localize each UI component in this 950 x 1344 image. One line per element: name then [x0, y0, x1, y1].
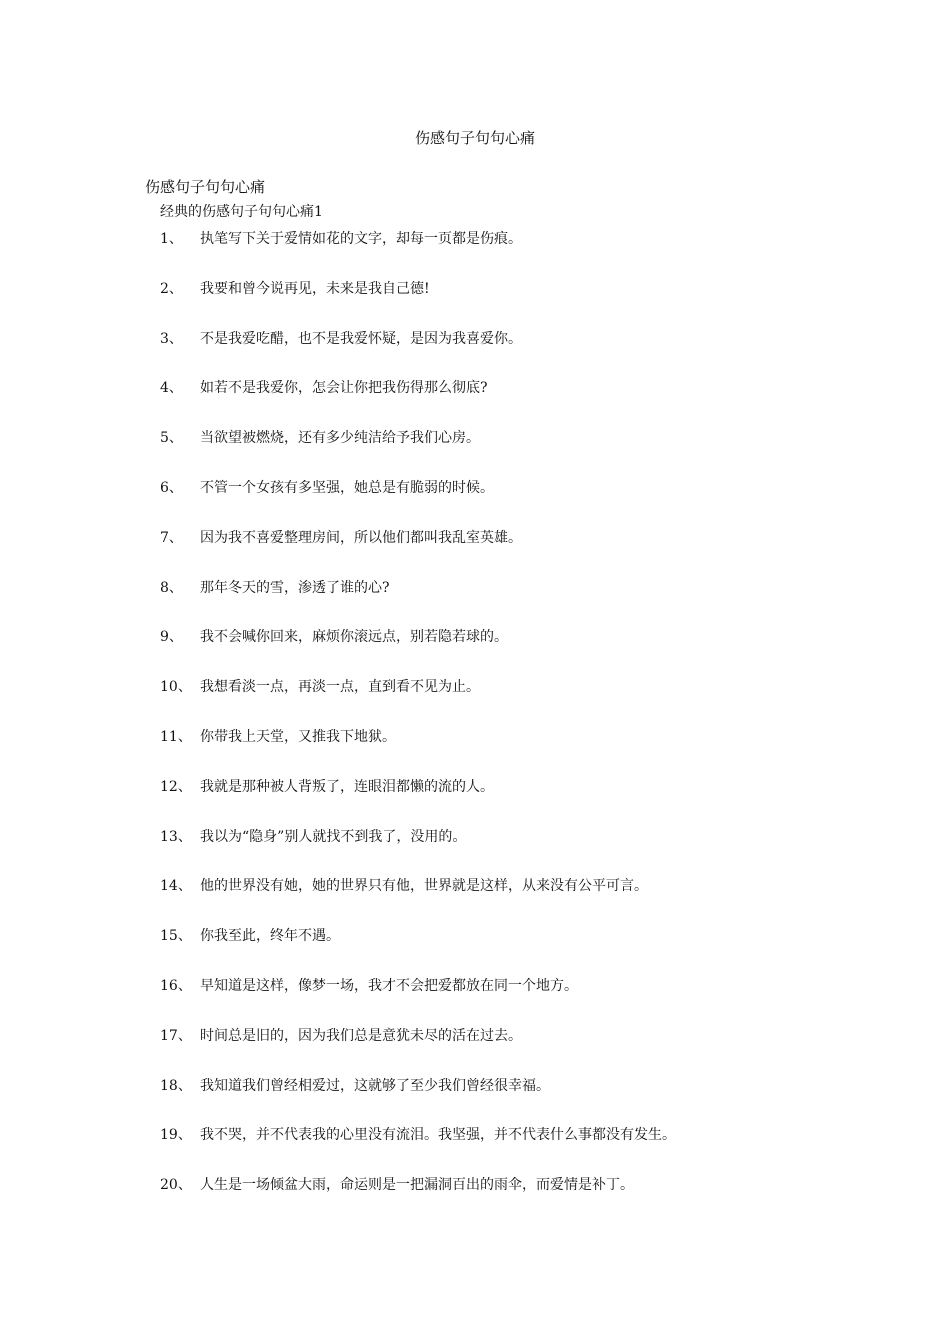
list-item-text: 如若不是我爱你，怎会让你把我伤得那么彻底?: [200, 380, 488, 397]
list-item-number: 8、: [160, 579, 183, 596]
list-item: [160, 527, 676, 577]
list-item-number: 10、: [160, 679, 192, 696]
list-item-text: 你我至此，终年不遇。: [200, 928, 340, 945]
sentence-list: [160, 228, 676, 1224]
list-item: [160, 975, 676, 1025]
list-item: [160, 377, 676, 427]
list-item-text: 我不会喊你回来，麻烦你滚远点，别若隐若球的。: [200, 629, 508, 646]
list-item-number: 20、: [160, 1177, 192, 1194]
list-item-number: 2、: [160, 280, 183, 297]
list-item: [160, 577, 676, 627]
list-item-text: 那年冬天的雪，渗透了谁的心?: [200, 579, 390, 596]
list-item-number: 18、: [160, 1077, 192, 1094]
list-item: [160, 676, 676, 726]
list-item-number: 19、: [160, 1127, 192, 1144]
list-item: [160, 477, 676, 527]
list-item-number: 3、: [160, 330, 183, 347]
list-item: [160, 1025, 676, 1075]
list-item-text: 因为我不喜爱整理房间，所以他们都叫我乱室英雄。: [200, 529, 522, 546]
list-item: [160, 427, 676, 477]
list-item-text: 时间总是旧的，因为我们总是意犹未尽的活在过去。: [200, 1027, 522, 1044]
list-item-number: 7、: [160, 529, 183, 546]
list-item: [160, 626, 676, 676]
list-item: [160, 726, 676, 776]
list-item-text: 我以为“隐身”别人就找不到我了，没用的。: [200, 828, 467, 845]
list-item: [160, 1075, 676, 1125]
list-item: [160, 776, 676, 826]
list-item-text: 我要和曾今说再见，未来是我自己德!: [200, 280, 430, 297]
list-item-number: 9、: [160, 629, 183, 646]
list-item-text: 早知道是这样，像梦一场，我才不会把爱都放在同一个地方。: [200, 977, 578, 994]
list-item: [160, 228, 676, 278]
list-item: [160, 875, 676, 925]
list-item-text: 当欲望被燃烧，还有多少纯洁给予我们心房。: [200, 430, 480, 447]
list-item-number: 16、: [160, 977, 192, 994]
list-item-text: 我知道我们曾经相爱过，这就够了至少我们曾经很幸福。: [200, 1077, 550, 1094]
list-item: [160, 1124, 676, 1174]
document-title: 伤感句子句句心痛: [414, 129, 535, 147]
list-item-text: 我不哭，并不代表我的心里没有流泪。我坚强，并不代表什么事都没有发生。: [200, 1127, 676, 1144]
list-item-text: 我想看淡一点，再淡一点，直到看不见为止。: [200, 679, 480, 696]
list-item-number: 13、: [160, 828, 192, 845]
list-item-text: 他的世界没有她，她的世界只有他，世界就是这样，从来没有公平可言。: [200, 878, 648, 895]
list-item-text: 不是我爱吃醋，也不是我爱怀疑，是因为我喜爱你。: [200, 330, 522, 347]
list-item: [160, 925, 676, 975]
list-item-text: 你带我上天堂，又推我下地狱。: [200, 728, 396, 745]
list-item-text: 我就是那种被人背叛了，连眼泪都懒的流的人。: [200, 778, 494, 795]
list-item-text: 执笔写下关于爱情如花的文字，却每一页都是伤痕。: [200, 231, 522, 247]
list-item: [160, 826, 676, 876]
list-item-text: 不管一个女孩有多坚强，她总是有脆弱的时候。: [200, 479, 494, 496]
list-item-number: 4、: [160, 380, 183, 397]
list-item-number: 11、: [160, 728, 192, 745]
list-item-number: 12、: [160, 778, 192, 795]
list-item: [160, 278, 676, 328]
list-item-number: 1、: [160, 231, 183, 247]
list-item: [160, 1174, 676, 1224]
list-item-text: 人生是一场倾盆大雨，命运则是一把漏洞百出的雨伞，而爱情是补丁。: [200, 1177, 634, 1194]
list-item-number: 17、: [160, 1027, 192, 1044]
list-item: [160, 328, 676, 378]
section-subheading: 经典的伤感句子句句心痛1: [160, 204, 323, 220]
section-heading: 伤感句子句句心痛: [145, 178, 266, 196]
list-item-number: 5、: [160, 430, 183, 447]
list-item-number: 14、: [160, 878, 192, 895]
list-item-number: 6、: [160, 479, 183, 496]
list-item-number: 15、: [160, 928, 192, 945]
